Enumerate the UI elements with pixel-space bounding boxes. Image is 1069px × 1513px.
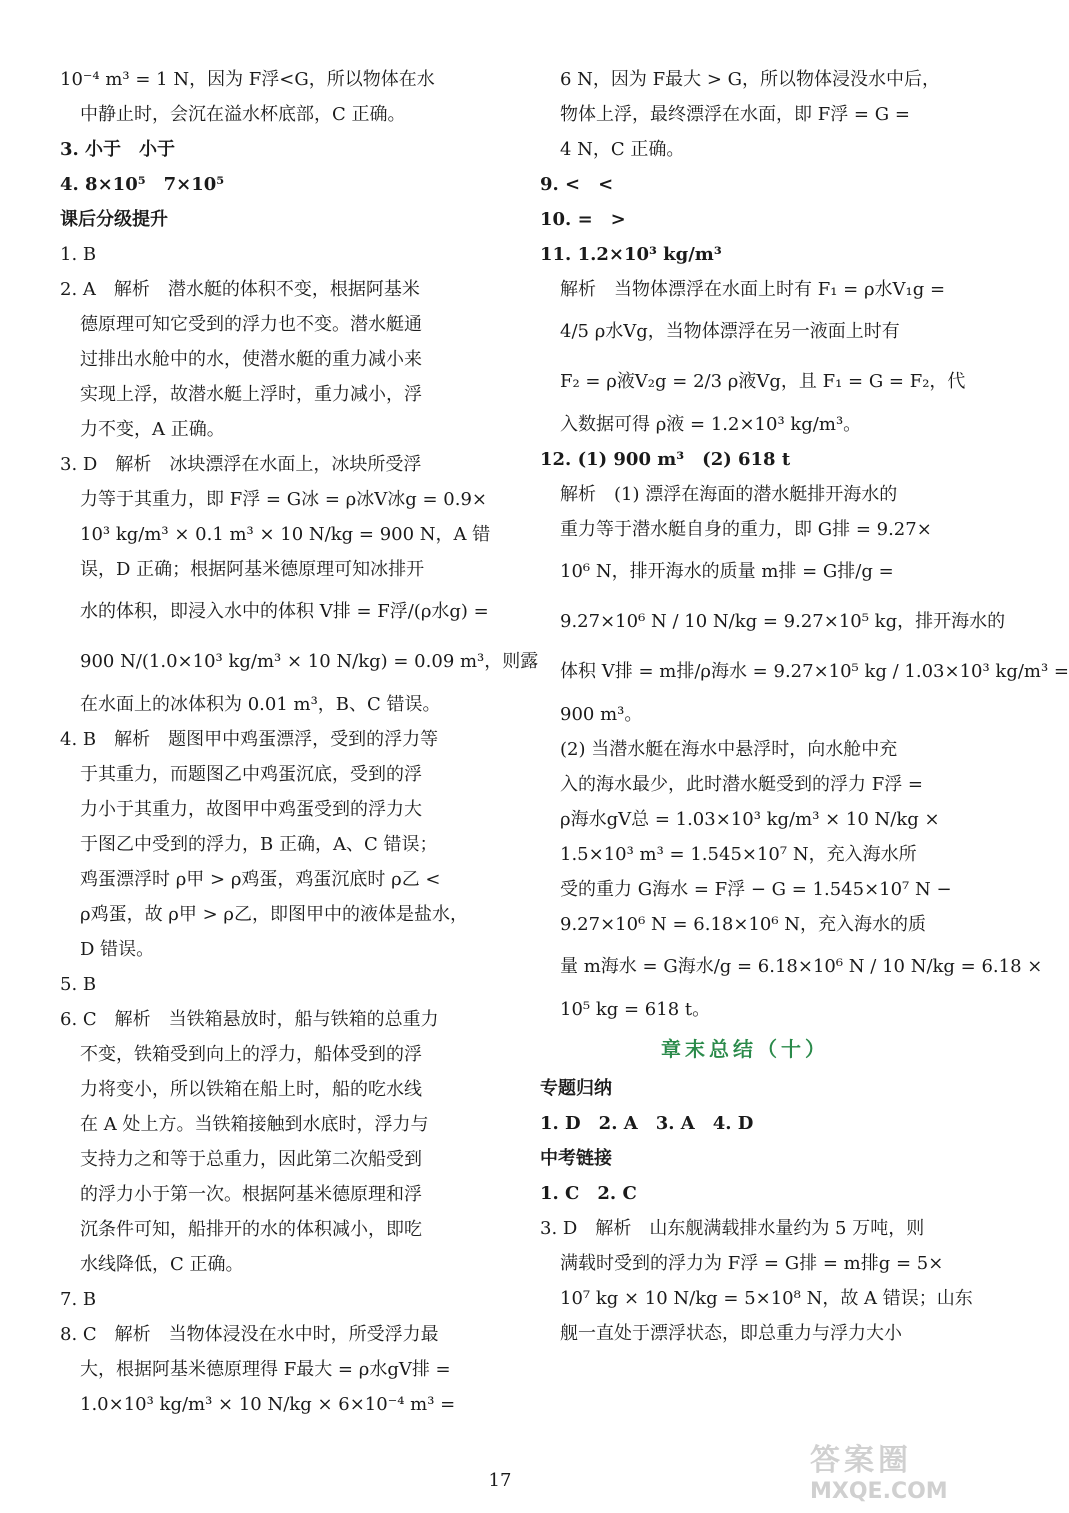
answer-line: 8. C 解析 当物体浸没在水中时，所受浮力最 xyxy=(60,1324,439,1345)
answer-line: 7. B xyxy=(60,1289,97,1310)
formula-line: 水的体积，即浸入水中的体积 V排 = F浮/(ρ水g) = xyxy=(80,601,489,622)
answer-line: 6. C 解析 当铁箱悬放时，船与铁箱的总重力 xyxy=(60,1009,439,1030)
text-line: 在水面上的冰体积为 0.01 m³，B、C 错误。 xyxy=(80,694,441,715)
answer-line: 4. B 解析 题图甲中鸡蛋漂浮，受到的浮力等 xyxy=(60,729,439,750)
text-line: ρ鸡蛋，故 ρ甲 > ρ乙，即图甲中的液体是盐水， xyxy=(80,904,468,925)
text-line: 力不变，A 正确。 xyxy=(80,419,225,440)
section-heading: 课后分级提升 xyxy=(60,209,168,230)
text-line: 不变，铁箱受到向上的浮力，船体受到的浮 xyxy=(80,1044,422,1065)
formula-line: 4/5 ρ水Vg，当物体漂浮在另一液面上时有 xyxy=(560,321,900,342)
answer-line: 5. B xyxy=(60,974,97,995)
text-line: 力小于其重力，故图甲中鸡蛋受到的浮力大 xyxy=(80,799,422,820)
text-line: 舰一直处于漂浮状态，即总重力与浮力大小 xyxy=(560,1323,902,1344)
text-line: ρ海水gV总 = 1.03×10³ kg/m³ × 10 N/kg × xyxy=(560,809,940,830)
text-line: 解析 (1) 漂浮在海面的潜水艇排开海水的 xyxy=(560,484,898,505)
text-line: 在 A 处上方。当铁箱接触到水底时，浮力与 xyxy=(80,1114,429,1135)
answer-line: 3. D 解析 冰块漂浮在水面上，冰块所受浮 xyxy=(60,454,422,475)
answer-line: 12. (1) 900 m³ (2) 618 t xyxy=(540,449,791,470)
text-line: (2) 当潜水艇在海水中悬浮时，向水舱中充 xyxy=(560,739,898,760)
text-line: 力将变小，所以铁箱在船上时，船的吃水线 xyxy=(80,1079,422,1100)
text-line: 入的海水最少，此时潜水艇受到的浮力 F浮 = xyxy=(560,774,924,795)
text-line: 受的重力 G海水 = F浮 − G = 1.545×10⁷ N − xyxy=(560,879,952,900)
watermark xyxy=(810,1435,990,1505)
text-line: 德原理可知它受到的浮力也不变。潜水艇通 xyxy=(80,314,422,335)
text-line: 4 N，C 正确。 xyxy=(560,139,685,160)
text-line: 10⁵ kg = 618 t。 xyxy=(560,999,711,1020)
text-line: 10³ kg/m³ × 0.1 m³ × 10 N/kg = 900 N，A 错 xyxy=(80,524,491,545)
text-line: 中静止时，会沉在溢水杯底部，C 正确。 xyxy=(80,104,406,125)
answer-line: 11. 1.2×10³ kg/m³ xyxy=(540,244,722,265)
text-line: 满载时受到的浮力为 F浮 = G排 = m排g = 5× xyxy=(560,1253,944,1274)
formula-line: 量 m海水 = G海水/g = 6.18×10⁶ N / 10 N/kg = 6.18 × xyxy=(560,956,1043,977)
formula-line: 体积 V排 = m排/ρ海水 = 9.27×10⁵ kg / 1.03×10³ kg/m³ = xyxy=(560,661,1069,682)
text-line: 沉条件可知，船排开的水的体积减小，即吃 xyxy=(80,1219,422,1240)
text-line: 于其重力，而题图乙中鸡蛋沉底，受到的浮 xyxy=(80,764,422,785)
text-line: 1.0×10³ kg/m³ × 10 N/kg × 6×10⁻⁴ m³ = xyxy=(80,1394,456,1415)
text-line: 大，根据阿基米德原理得 F最大 = ρ水gV排 = xyxy=(80,1359,451,1380)
text-line: 的浮力小于第一次。根据阿基米德原理和浮 xyxy=(80,1184,422,1205)
answer-line: 1. B xyxy=(60,244,97,265)
text-line: 实现上浮，故潜水艇上浮时，重力减小，浮 xyxy=(80,384,422,405)
answer-line: 1. C 2. C xyxy=(540,1183,637,1204)
text-line: 支持力之和等于总重力，因此第二次船受到 xyxy=(80,1149,422,1170)
text-line: D 错误。 xyxy=(80,939,155,960)
text-line: 过排出水舱中的水，使潜水艇的重力减小来 xyxy=(80,349,422,370)
text-line: 水线降低，C 正确。 xyxy=(80,1254,244,1275)
answer-line: 4. 8×10⁵ 7×10⁵ xyxy=(60,174,225,195)
text-line: 鸡蛋漂浮时 ρ甲 > ρ鸡蛋，鸡蛋沉底时 ρ乙 < xyxy=(80,869,441,890)
text-line: 10⁷ kg × 10 N/kg = 5×10⁸ N，故 A 错误；山东 xyxy=(560,1288,973,1309)
section-heading: 专题归纳 xyxy=(540,1078,612,1099)
formula-line: 9.27×10⁶ N / 10 N/kg = 9.27×10⁵ kg，排开海水的 xyxy=(560,611,1006,632)
left-column xyxy=(60,62,539,1422)
text-line: 入数据可得 ρ液 = 1.2×10³ kg/m³。 xyxy=(560,414,862,435)
formula-line: F₂ = ρ液V₂g = 2/3 ρ液Vg，且 F₁ = G = F₂，代 xyxy=(560,371,966,392)
answer-line: 3. 小于 小于 xyxy=(60,139,176,160)
text-line: 9.27×10⁶ N = 6.18×10⁶ N，充入海水的质 xyxy=(560,914,927,935)
answer-line: 1. D 2. A 3. A 4. D xyxy=(540,1113,754,1134)
section-heading: 中考链接 xyxy=(540,1148,612,1169)
text-line: 误，D 正确；根据阿基米德原理可知冰排开 xyxy=(80,559,425,580)
formula-line: 900 N/(1.0×10³ kg/m³ × 10 N/kg) = 0.09 m³，则露 xyxy=(80,651,539,672)
page-number: 17 xyxy=(488,1470,512,1491)
text-line: 于图乙中受到的浮力，B 正确，A、C 错误； xyxy=(80,834,438,855)
text-line: 解析 当物体漂浮在水面上时有 F₁ = ρ水V₁g = xyxy=(560,279,946,300)
text-line: 900 m³。 xyxy=(560,704,643,725)
text-line: 重力等于潜水艇自身的重力，即 G排 = 9.27× xyxy=(560,519,932,540)
text-line: 力等于其重力，即 F浮 = G冰 = ρ冰V冰g = 0.9× xyxy=(80,489,487,510)
text-line: 6 N，因为 F最大 > G，所以物体浸没水中后， xyxy=(560,69,941,90)
watermark-url: MXQE.COM xyxy=(810,1479,948,1504)
answer-line: 2. A 解析 潜水艇的体积不变，根据阿基米 xyxy=(60,279,420,300)
chapter-title: 章末总结（十） xyxy=(661,1037,829,1061)
watermark-logo: 答案圈 xyxy=(810,1443,912,1478)
answer-line: 3. D 解析 山东舰满载排水量约为 5 万吨，则 xyxy=(540,1218,925,1239)
answer-line: 10. = > xyxy=(540,209,626,230)
text-line: 10⁻⁴ m³ = 1 N，因为 F浮<G，所以物体在水 xyxy=(60,69,435,90)
text-line: 1.5×10³ m³ = 1.545×10⁷ N，充入海水所 xyxy=(560,844,917,865)
formula-line: 10⁶ N，排开海水的质量 m排 = G排/g = xyxy=(560,561,894,582)
text-line: 物体上浮，最终漂浮在水面，即 F浮 = G = xyxy=(560,104,910,125)
answer-line: 9. < < xyxy=(540,174,614,195)
right-column xyxy=(540,62,1069,1351)
